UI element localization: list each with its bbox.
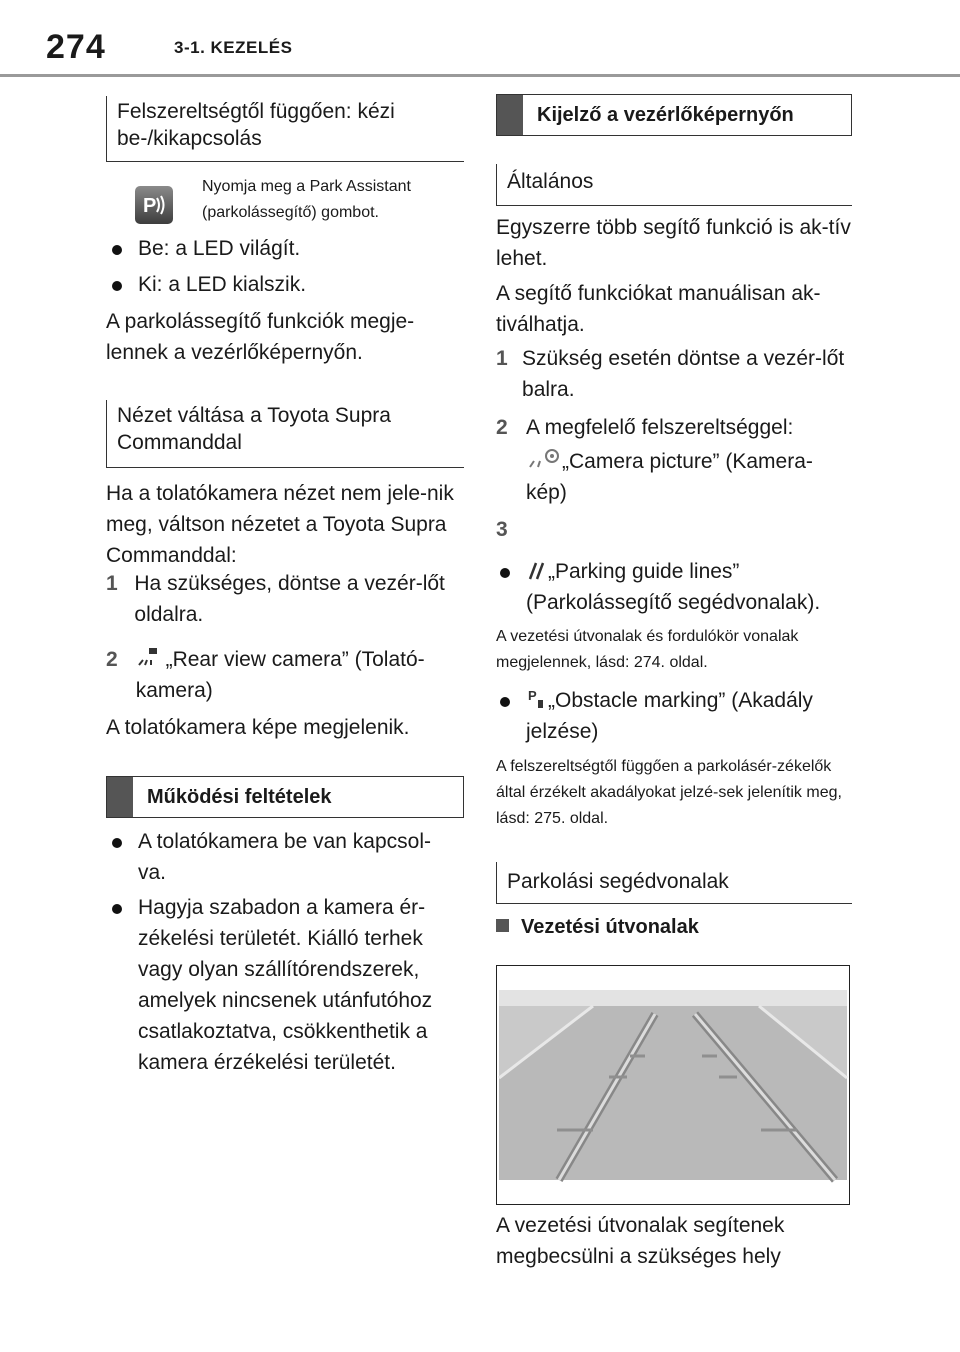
right-step-2: [496, 412, 852, 443]
display-box: [496, 94, 852, 136]
left-step-1-number: 1: [106, 572, 118, 595]
right-paragraph-2: A segítő funkciókat manuálisan ak-tiválhatja.: [496, 282, 821, 336]
parking-guides-title: Parkolási segédvonalak: [507, 870, 729, 893]
condition-2-text: Hagyja szabadon a kamera ér-zékelési területét. Kiálló terhek vagy olyan szállítórendszerek, amelyek nincsenek utánfutóhoz csatlakoztatva, csökkenthetik a kamera érzékelési területét.: [138, 896, 433, 1074]
right-step-3: [496, 514, 518, 545]
operating-conditions-box: [106, 776, 464, 818]
left-step-1: [106, 568, 456, 630]
guide-lines-note: A vezetési útvonalak és fordulókör vonalak megjelennek, lásd: 274. oldal.: [496, 628, 799, 671]
left-step-1-text: Ha szükséges, döntse a vezér-lőt oldalra.: [134, 572, 445, 626]
operating-conditions-title: Működési feltételek: [147, 785, 332, 808]
general-box: [496, 164, 852, 206]
park-assistant-instruction: Nyomja meg a Park Assistant (parkolássegítő) gombot.: [202, 178, 411, 221]
left-paragraph-1: A parkolássegítő funkciók megje-lennek a vezérlőképernyőn.: [106, 310, 415, 364]
right-paragraph-1: Egyszerre több segítő funkció is ak-tív lehet.: [496, 216, 851, 270]
guide-lines-text: „Parking guide lines” (Parkolássegítő segédvonalak).: [526, 560, 821, 614]
svg-text:P: P: [143, 195, 157, 217]
obstacle-marking-text: „Obstacle marking” (Akadály jelzése): [526, 689, 813, 743]
right-step-3-number: 3: [496, 518, 508, 541]
camera-view-illustration: [496, 965, 850, 1205]
view-switch-box: [106, 400, 464, 468]
camera-picture-text: „Camera picture” (Kamera-kép): [526, 450, 813, 504]
right-paragraph-3: A vezetési útvonalak segítenek megbecsülni a szükséges hely: [496, 1214, 785, 1268]
led-off-text: Ki: a LED kialszik.: [138, 273, 307, 296]
left-paragraph-2: Ha a tolatókamera nézet nem jele-nik meg, váltson nézetet a Toyota Supra Commanddal:: [106, 482, 454, 567]
camera-picture-option: [526, 446, 836, 508]
rear-camera-icon: [136, 645, 160, 669]
condition-1-text: A tolatókamera be van kapcsol-va.: [138, 830, 431, 884]
right-step-1: [496, 343, 852, 405]
guide-lines-option: [500, 556, 852, 618]
park-assistant-button-icon: [135, 186, 173, 224]
right-step-2-text: A megfelelő felszereltséggel:: [526, 416, 794, 439]
obstacle-marking-option: [500, 685, 852, 747]
obstacle-marking-note: A felszereltségtől függően a parkolásér-zékelők által érzékelt akadályokat jelzé-sek jelenítik meg, lásd: 275. oldal.: [496, 758, 842, 827]
section-title: 3-1. KEZELÉS: [174, 38, 293, 57]
heading-square-icon: [496, 919, 509, 932]
condition-item-2: [112, 892, 456, 1078]
obstacle-marking-icon: [526, 686, 548, 710]
camera-picture-icon: [526, 447, 562, 471]
parking-guide-lines-icon: [526, 557, 548, 581]
view-switch-title: Nézet váltása a Toyota Supra Commanddal: [117, 404, 391, 454]
condition-item-1: [112, 826, 456, 888]
led-off-item: [112, 269, 464, 300]
manual-switch-title: Felszereltségtől függően: kézi be-/kikapcsolás: [117, 100, 395, 150]
header-divider: [0, 74, 960, 77]
right-step-1-number: 1: [496, 347, 508, 370]
display-title: Kijelző a vezérlőképernyőn: [537, 103, 794, 126]
right-step-2-number: 2: [496, 416, 508, 439]
driving-paths-heading: [496, 916, 699, 939]
parking-guides-box: [496, 862, 852, 904]
manual-switch-box: [106, 96, 464, 162]
svg-text:P: P: [528, 688, 537, 703]
left-paragraph-3: A tolatókamera képe megjelenik.: [106, 716, 410, 739]
led-on-item: [112, 233, 464, 264]
right-step-1-text: Szükség esetén döntse a vezér-lőt balra.: [522, 347, 845, 401]
left-step-2-number: 2: [106, 648, 118, 671]
general-title: Általános: [507, 170, 594, 193]
left-step-2-text: „Rear view camera” (Tolató-kamera): [135, 648, 425, 702]
left-step-2: [106, 644, 456, 706]
led-on-text: Be: a LED világít.: [138, 237, 301, 260]
page-number: 274: [46, 28, 106, 66]
driving-paths-heading-text: Vezetési útvonalak: [521, 916, 699, 938]
